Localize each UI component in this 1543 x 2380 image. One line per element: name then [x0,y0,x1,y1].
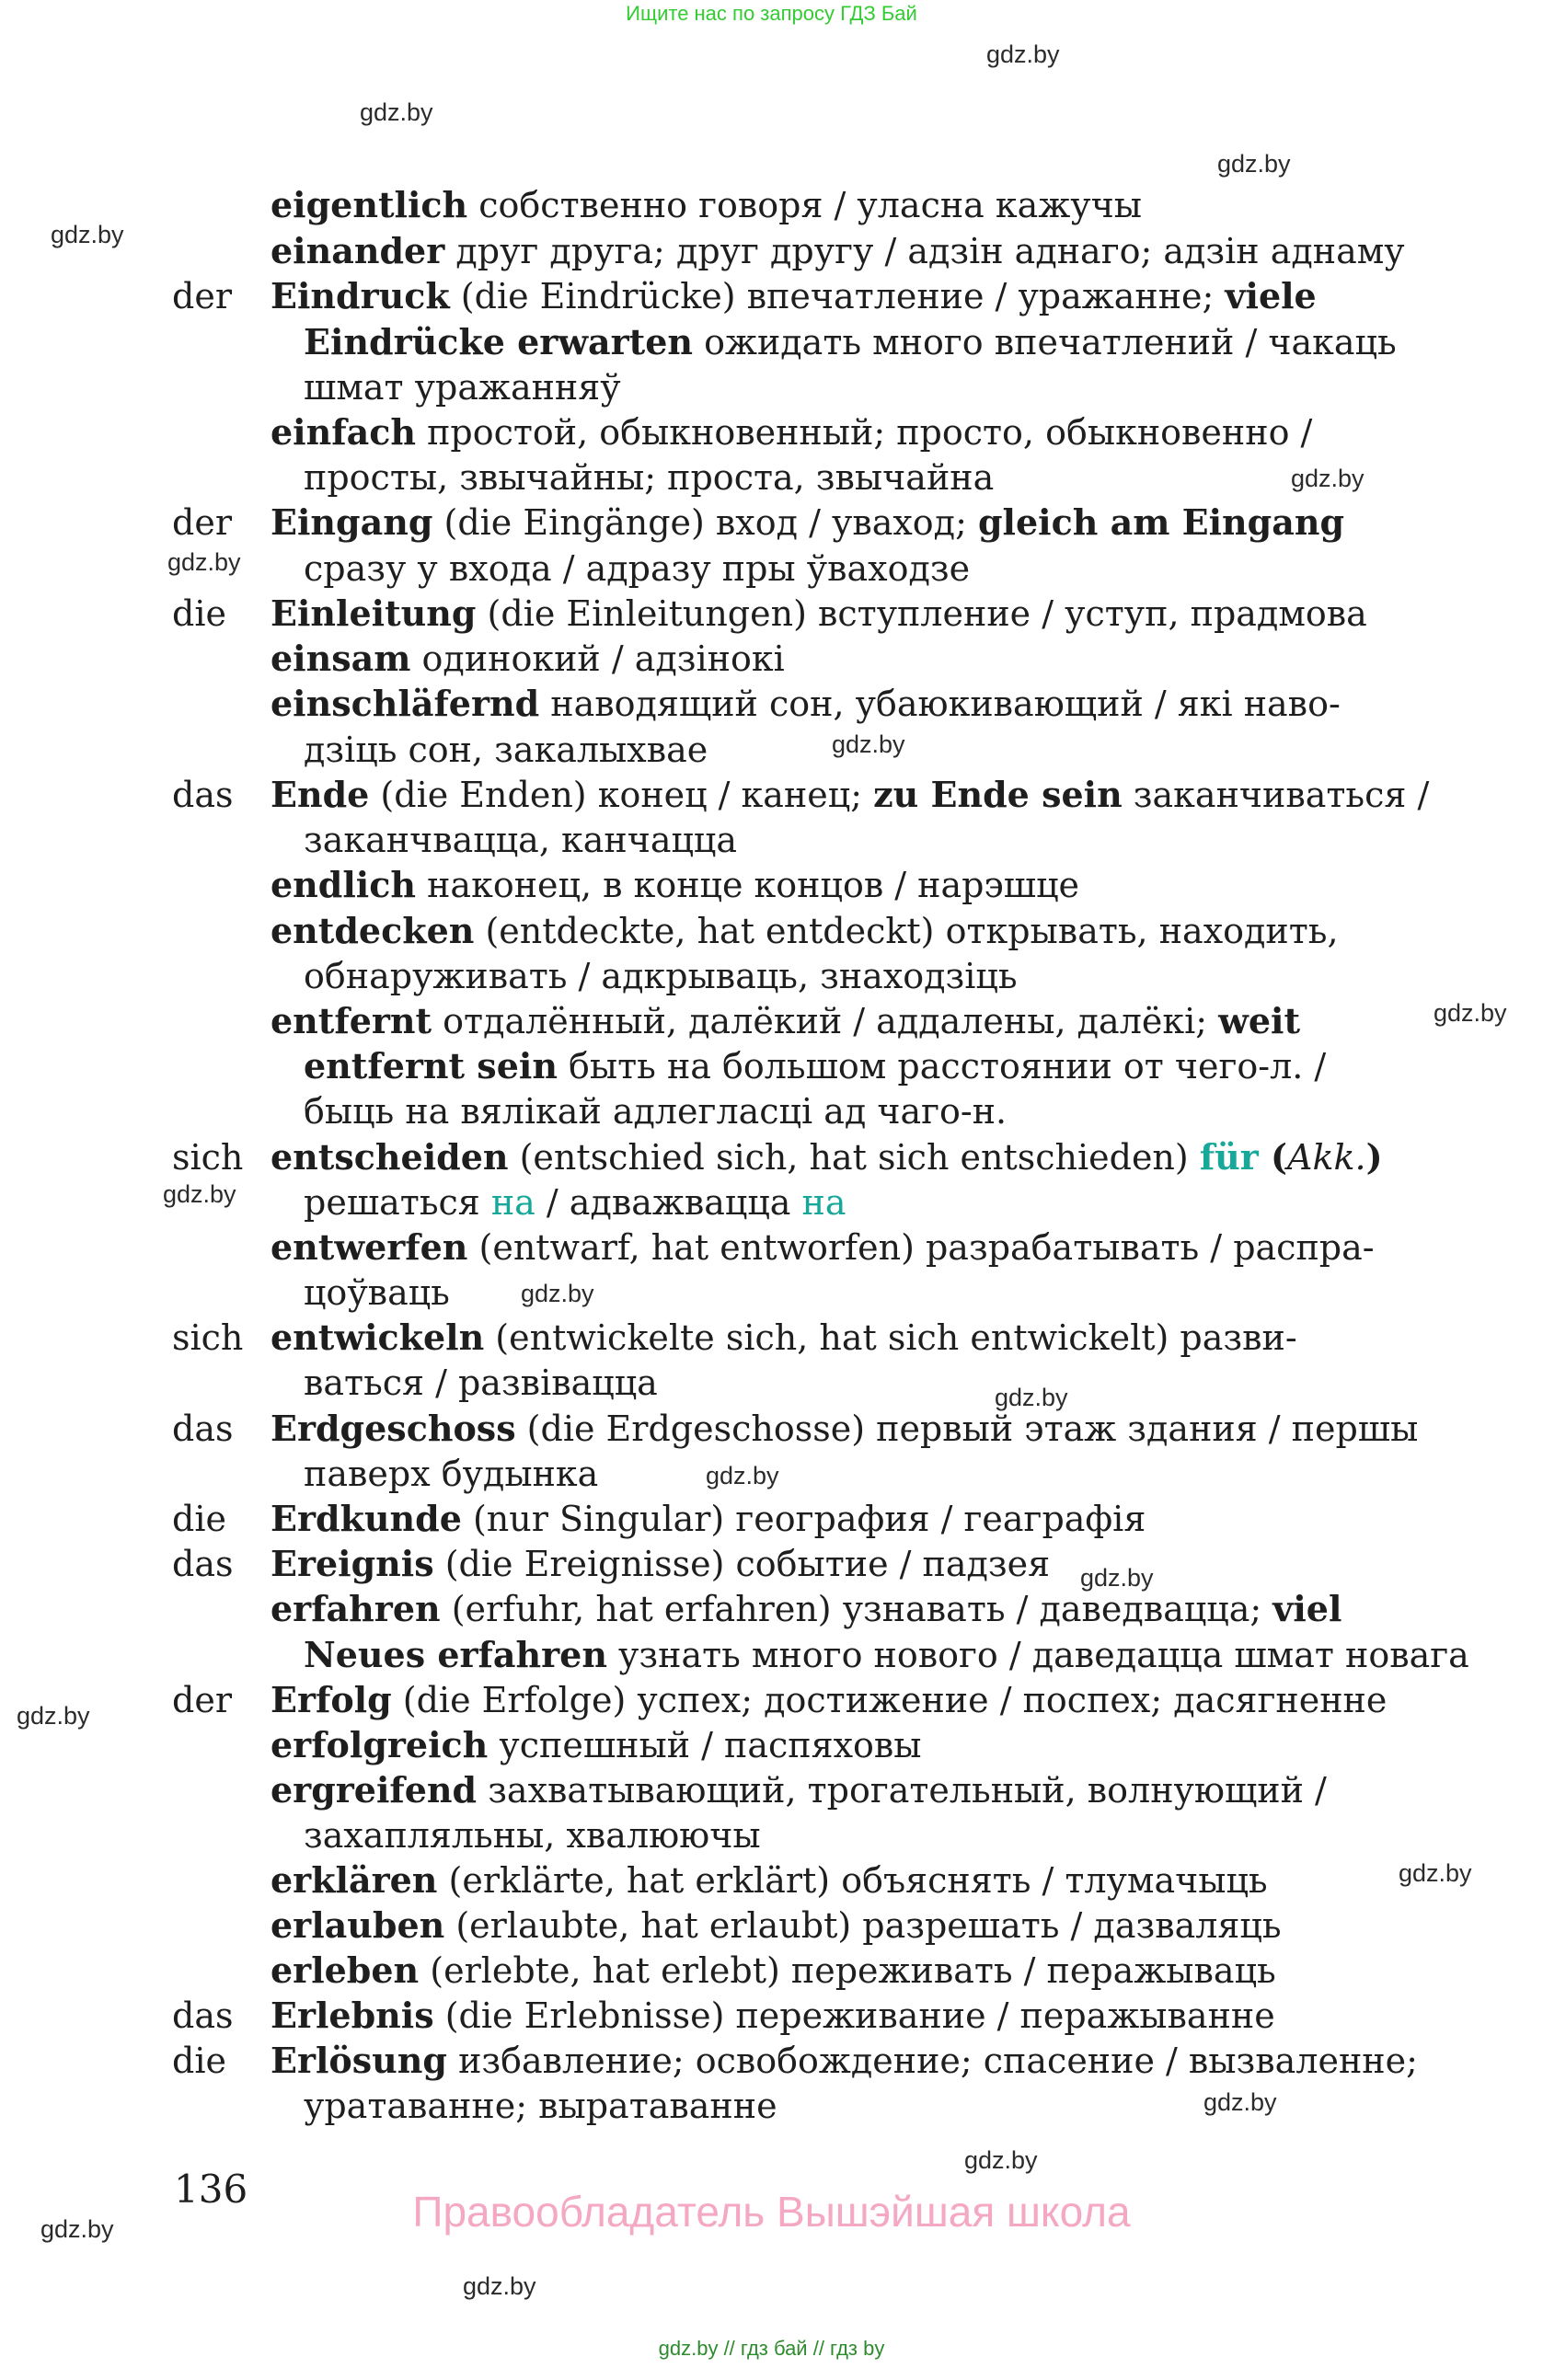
article: die [172,1499,226,1539]
headword: Einleitung [271,592,477,634]
article: sich [172,1317,244,1358]
headword: eigentlich [271,184,468,225]
watermark: gdz.by [167,548,241,576]
translation: цоўваць [304,1272,450,1313]
page-number: 136 [174,2167,248,2212]
dictionary-entry [271,1315,1297,1361]
translation: наводящий сон, убаюкивающий / які наво- [539,684,1341,724]
phrase: viel [1272,1588,1342,1629]
translation: (entdeckte, hat entdeckt) открывать, находить, [474,911,1339,951]
dictionary-entry [271,1406,1418,1452]
dictionary-entry [271,1586,1341,1632]
dictionary-entry [271,1134,1383,1180]
headword: Erlösung [271,2040,447,2081]
headword: erfolgreich [271,1724,489,1765]
translation: избавление; освобождение; спасение / вызваленне; [447,2041,1418,2081]
headword: erklären [271,1859,438,1901]
translation: успешный / паспяховы [488,1725,922,1765]
translation: ваться / развівацца [304,1362,658,1403]
article: die [172,2041,226,2081]
headword: erfahren [271,1588,441,1629]
headword: entwickeln [271,1316,485,1358]
article: der [172,1680,232,1720]
dictionary-entry [271,636,785,682]
translation: захватывающий, трогательный, волнующий / [477,1770,1327,1811]
phrase: entfernt sein [304,1045,558,1087]
dictionary-entry [271,2038,1418,2084]
translation: наконец, в конце концов / нарэшце [416,865,1080,905]
dictionary-entry [271,1722,922,1768]
phrase: gleich am Eingang [977,501,1345,543]
dictionary-entry [271,500,1344,546]
dictionary-entry [271,1903,1282,1949]
dictionary-entry [271,1677,1387,1723]
case-label: Akk. [1287,1137,1366,1178]
dictionary-entry [271,1541,1050,1587]
entry-continuation [304,2083,777,2129]
translation: быць на вялікай адлегласці ад чаго-н. [304,1091,1008,1132]
article: die [172,593,226,634]
entry-continuation [304,1179,846,1225]
bracket: ( [1258,1136,1288,1178]
translation: (die Eindrücke) впечатление / уражанне; [449,276,1226,316]
watermark: gdz.by [986,40,1060,68]
headword: Ende [271,774,370,815]
translation: (nur Singular) география / геаграфія [461,1499,1146,1539]
phrase: viele [1225,275,1317,316]
phrase: weit [1218,1000,1301,1041]
headword: Erdkunde [271,1498,462,1539]
dictionary-entry [271,182,1142,228]
translation: (erlaubte, hat erlaubt) разрешать / дазваляць [444,1905,1282,1946]
dictionary-entry [271,228,1405,274]
dictionary-entry [271,591,1367,637]
translation: заканчиваться / [1122,775,1430,815]
headword: entscheiden [271,1136,509,1178]
article: das [172,1408,234,1449]
headword: endlich [271,864,417,905]
watermark: gdz.by [40,2215,114,2243]
preposition: на [801,1182,846,1223]
entry-continuation [304,817,737,863]
translation: захапляльны, хвалюючы [304,1815,761,1856]
dictionary-entry [271,1496,1146,1542]
headword: Ereignis [271,1543,434,1584]
translation: просты, звычайны; проста, звычайна [304,457,995,498]
article: sich [172,1137,244,1178]
dictionary-entry [271,908,1339,954]
preposition: на [490,1182,535,1223]
headword: einander [271,230,445,271]
translation: дзіць сон, закалыхвае [304,730,708,770]
search-banner[interactable]: Ищите нас по запросу ГДЗ Бай [626,2,917,25]
translation: простой, обыкновенный; просто, обыкновенно / [415,412,1313,453]
dictionary-entry [271,1767,1327,1813]
article: das [172,1544,234,1584]
translation: ожидать много впечатлений / чакаць [693,322,1397,362]
translation: (erfuhr, hat erfahren) узнавать / даведвацца; [440,1589,1273,1629]
watermark: gdz.by [1434,999,1507,1027]
entry-continuation [304,1043,1326,1089]
watermark: gdz.by [360,98,433,126]
watermark: gdz.by [1203,2088,1277,2116]
watermark: gdz.by [832,730,905,758]
translation: отдалённый, далёкий / аддалены, далёкі; [432,1001,1219,1041]
entry-continuation [304,546,970,592]
article: der [172,502,232,543]
dictionary-entry [271,1857,1268,1903]
watermark: gdz.by [1291,465,1365,492]
watermark: gdz.by [1217,150,1291,178]
watermark: gdz.by [964,2146,1038,2174]
translation: сразу у входа / адразу пры ўваходзе [304,548,971,589]
headword: einschläfernd [271,683,540,724]
preposition: für [1199,1136,1259,1178]
headword: einfach [271,411,416,453]
translation: (die Einleitungen) вступление / уступ, прадмова [476,593,1367,634]
headword: Erlebnis [271,1995,434,2036]
translation: (die Ereignisse) событие / падзея [433,1544,1051,1584]
translation: (entwickelte sich, hat sich entwickelt) разви- [484,1317,1297,1358]
entry-continuation [304,953,1018,999]
headword: erlauben [271,1904,445,1946]
translation: шмат уражанняў [304,367,621,408]
watermark: gdz.by [163,1180,236,1208]
headword: Erfolg [271,1679,392,1720]
watermark: gdz.by [463,2272,536,2300]
dictionary-entry [271,772,1429,818]
entry-continuation [304,727,708,773]
entry-continuation [304,1812,761,1858]
entry-continuation [304,454,994,500]
translation: (entwarf, hat entworfen) разрабатывать / распра- [467,1227,1375,1268]
headword: erleben [271,1949,420,1991]
translation: друг друга; друг другу / адзін аднаго; адзін аднаму [444,231,1405,271]
copyright-notice: Правообладатель Вышэйшая школа [412,2188,1131,2236]
translation: (die Erfolge) успех; достижение / поспех; дасягненне [391,1680,1388,1720]
headword: Eingang [271,501,433,543]
translation: обнаруживать / адкрываць, знаходзіць [304,956,1018,996]
translation: (die Enden) конец / канец; [369,775,874,815]
article: der [172,276,232,316]
translation: (die Erlebnisse) переживание / перажыванне [433,1995,1275,2036]
dictionary-entry [271,1948,1276,1994]
phrase: zu Ende sein [873,774,1123,815]
headword: einsam [271,638,411,679]
entry-continuation [304,1451,598,1497]
entry-continuation [304,1088,1007,1134]
translation: / адважвацца [535,1182,802,1223]
headword: entfernt [271,1000,432,1041]
headword: entdecken [271,910,475,951]
dictionary-entry [271,1224,1375,1270]
dictionary-entry [271,409,1312,455]
headword: ergreifend [271,1769,478,1811]
translation: одинокий / адзінокі [410,638,785,679]
translation: заканчвацца, канчацца [304,820,738,860]
entry-continuation [304,1360,658,1406]
entry-continuation [304,1632,1469,1678]
phrase: Eindrücke erwarten [304,321,694,362]
translation: паверх будынка [304,1454,599,1494]
watermark: gdz.by [51,221,124,248]
dictionary-entry [271,273,1317,319]
translation: (die Eingänge) вход / уваход; [432,502,978,543]
watermark: gdz.by [521,1280,594,1307]
headword: Erdgeschoss [271,1408,516,1449]
dictionary-entry [271,681,1341,727]
translation: быть на большом расстоянии от чего-л. / [557,1046,1327,1087]
entry-continuation [304,364,621,410]
dictionary-entry [271,1993,1275,2039]
translation: собственно говоря / уласна кажучы [467,185,1143,225]
article: das [172,1995,234,2036]
footer-links[interactable]: gdz.by // гдз бай // гдз by [658,2337,885,2360]
watermark: gdz.by [17,1702,90,1730]
phrase: Neues erfahren [304,1634,607,1675]
dictionary-entry [271,998,1300,1044]
article: das [172,775,234,815]
entry-continuation [304,319,1397,365]
watermark: gdz.by [1080,1564,1154,1592]
translation: решаться [304,1182,491,1223]
headword: entwerfen [271,1226,468,1268]
headword: Eindruck [271,275,450,316]
bracket: ) [1365,1136,1383,1178]
translation: (die Erdgeschosse) первый этаж здания / першы [515,1408,1419,1449]
dictionary-entry [271,862,1079,908]
watermark: gdz.by [1399,1859,1472,1887]
translation: (entschied sich, hat sich entschieden) [508,1137,1200,1178]
watermark: gdz.by [995,1384,1068,1411]
translation: узнать много нового / даведацца шмат новага [606,1635,1469,1675]
translation: (erlebte, hat erlebt) переживать / перажываць [419,1950,1276,1991]
translation: (erklärte, hat erklärt) объяснять / тлумачыць [437,1860,1268,1901]
translation: уратаванне; выратаванне [304,2086,777,2126]
entry-continuation [304,1270,450,1316]
watermark: gdz.by [706,1462,779,1489]
